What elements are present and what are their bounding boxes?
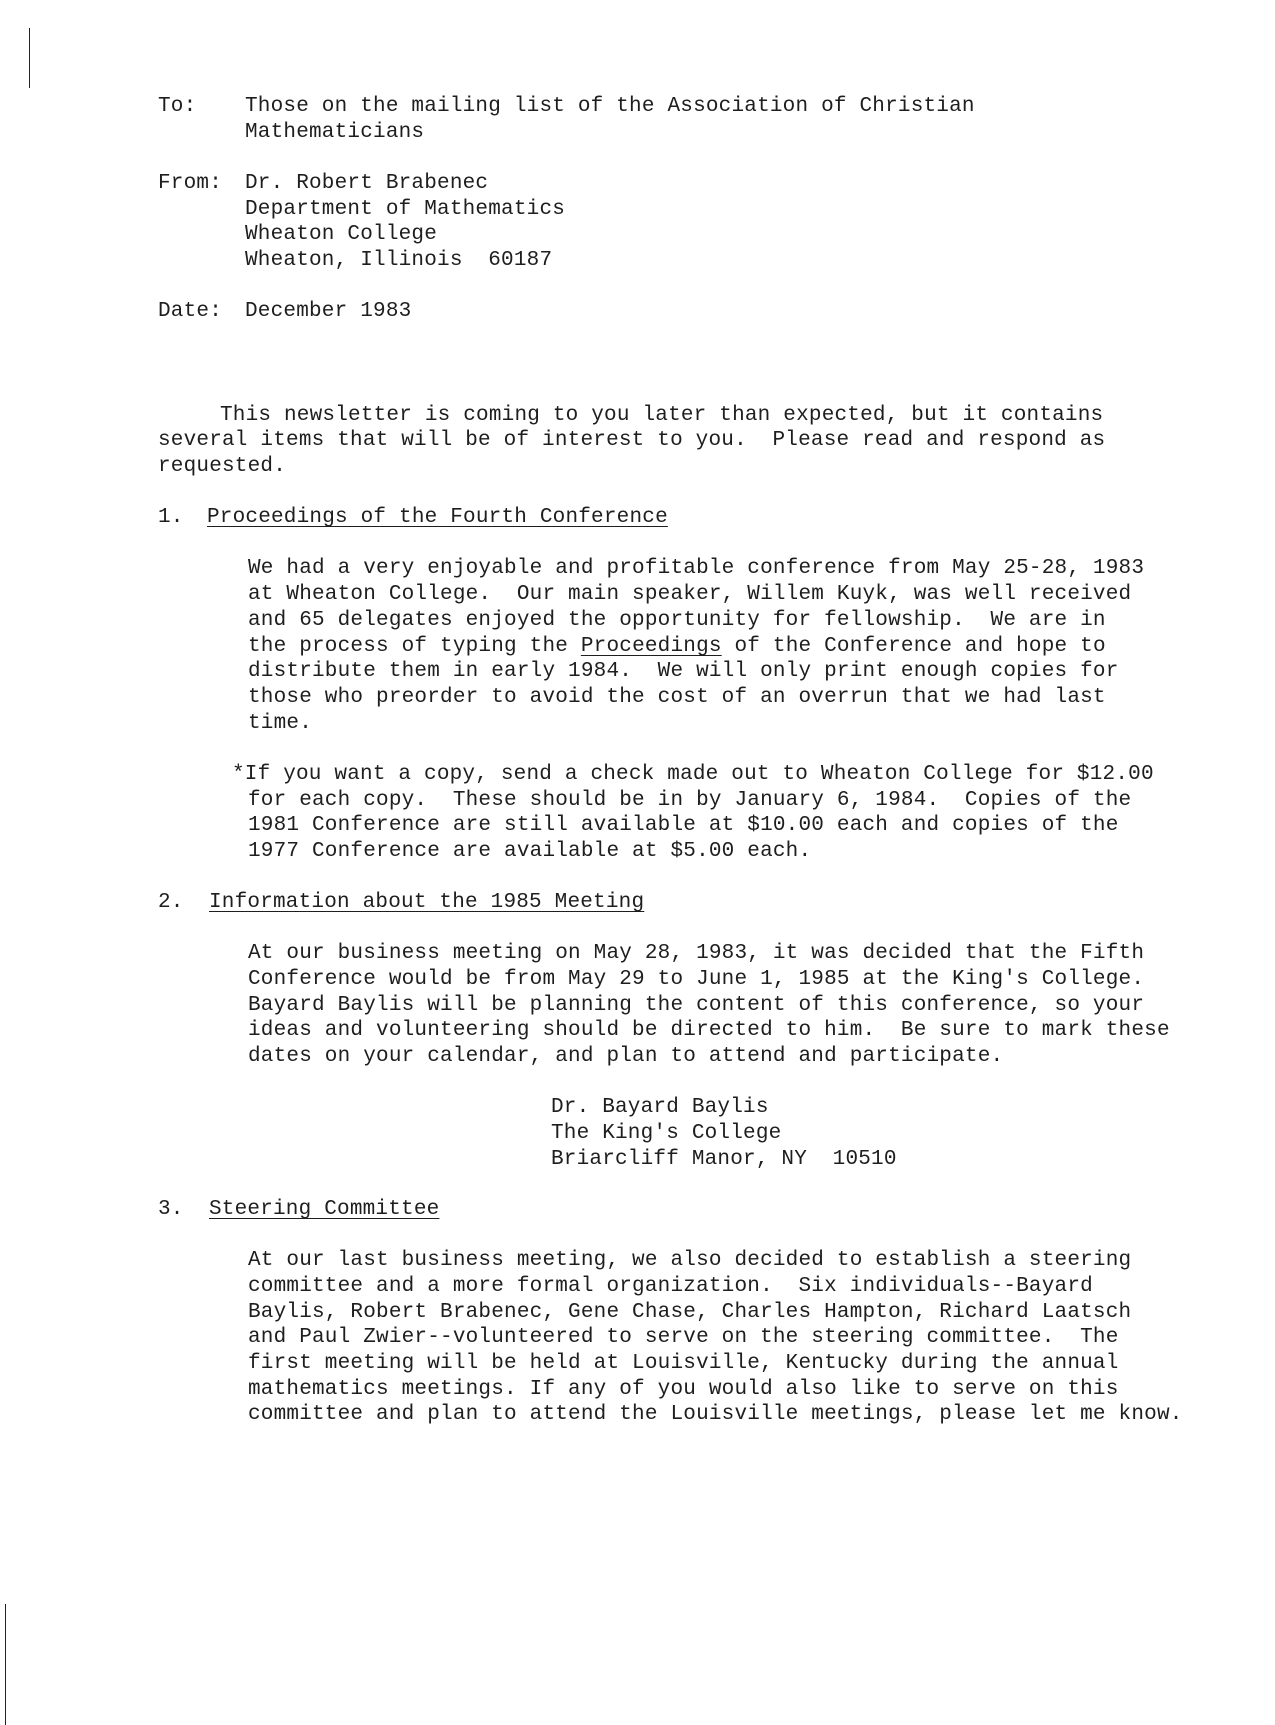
- section-3-paragraph-line: At our last business meeting, we also decided to establish a steering: [248, 1249, 1132, 1272]
- baylis-address-line: Briarcliff Manor, NY 10510: [551, 1148, 897, 1171]
- intro-line-2: several items that will be of interest to you. Please read and respond as: [158, 429, 1106, 452]
- section-1-paragraph-line-with-italic-title: [248, 634, 1106, 660]
- section-2-paragraph-line: Bayard Baylis will be planning the content of this conference, so your: [248, 994, 1145, 1017]
- section-1-note-line: 1977 Conference are available at $5.00 each.: [248, 840, 812, 863]
- from-line-3: Wheaton College: [245, 223, 438, 246]
- section-1-paragraph-line: We had a very enjoyable and profitable conference from May 25-28, 1983: [248, 557, 1145, 580]
- to-label: To:: [158, 95, 197, 118]
- to-line-1: Those on the mailing list of the Association of Christian: [245, 95, 975, 118]
- section-1-number: 1.: [158, 506, 184, 529]
- section-2-title: Information about the 1985 Meeting: [209, 891, 645, 914]
- intro-line-3: requested.: [158, 455, 287, 478]
- text-segment: of the Conference and hope to: [721, 635, 1106, 658]
- section-2-paragraph-line: Conference would be from May 29 to June 1, 1985 at the King's College.: [248, 968, 1145, 991]
- section-1-note-line: for each copy. These should be in by January 6, 1984. Copies of the: [248, 789, 1132, 812]
- section-3-paragraph-line: mathematics meetings. If any of you would also like to serve on this: [248, 1378, 1119, 1401]
- section-3-paragraph-line: committee and a more formal organization. Six individuals--Bayard: [248, 1275, 1093, 1298]
- section-1-note-line: 1981 Conference are still available at $10.00 each and copies of the: [248, 814, 1119, 837]
- date-label: Date:: [158, 300, 223, 323]
- section-2-paragraph-line: dates on your calendar, and plan to attend and participate.: [248, 1045, 1004, 1068]
- section-1-paragraph-line: time.: [248, 712, 313, 735]
- date-value: December 1983: [245, 300, 412, 323]
- from-line-1: Dr. Robert Brabenec: [245, 172, 489, 195]
- section-1-title: Proceedings of the Fourth Conference: [207, 506, 668, 529]
- section-1-paragraph-line: at Wheaton College. Our main speaker, Willem Kuyk, was well received: [248, 583, 1132, 606]
- section-3-title: Steering Committee: [209, 1198, 440, 1221]
- scan-mark-top-left: [29, 28, 30, 88]
- section-3-paragraph-line: and Paul Zwier--volunteered to serve on the steering committee. The: [248, 1326, 1119, 1349]
- baylis-address-line: The King's College: [551, 1122, 782, 1145]
- scan-mark-bottom-left: [5, 1604, 6, 1725]
- baylis-address-line: Dr. Bayard Baylis: [551, 1096, 769, 1119]
- section-2-paragraph-line: ideas and volunteering should be directed to him. Be sure to mark these: [248, 1019, 1170, 1042]
- text-segment: the process of typing the: [248, 635, 581, 658]
- section-2-paragraph-line: At our business meeting on May 28, 1983, it was decided that the Fifth: [248, 942, 1145, 965]
- section-3-number: 3.: [158, 1198, 184, 1221]
- section-3-paragraph-line: first meeting will be held at Louisville, Kentucky during the annual: [248, 1352, 1119, 1375]
- from-line-4: Wheaton, Illinois 60187: [245, 249, 553, 272]
- section-1-paragraph-line: and 65 delegates enjoyed the opportunity for fellowship. We are in: [248, 609, 1106, 632]
- proceedings-underlined: Proceedings: [580, 635, 722, 658]
- from-label: From:: [158, 172, 223, 195]
- section-3-paragraph-line: committee and plan to attend the Louisville meetings, please let me know.: [248, 1403, 1183, 1426]
- section-2-number: 2.: [158, 891, 184, 914]
- section-1-note-line: *If you want a copy, send a check made out to Wheaton College for $12.00: [232, 763, 1154, 786]
- section-1-paragraph-line: those who preorder to avoid the cost of an overrun that we had last: [248, 686, 1106, 709]
- from-line-2: Department of Mathematics: [245, 198, 566, 221]
- to-line-2: Mathematicians: [245, 121, 425, 144]
- section-1-paragraph-line: distribute them in early 1984. We will only print enough copies for: [248, 660, 1119, 683]
- intro-line-1: This newsletter is coming to you later than expected, but it contains: [220, 404, 1104, 427]
- section-3-paragraph-line: Baylis, Robert Brabenec, Gene Chase, Charles Hampton, Richard Laatsch: [248, 1301, 1132, 1324]
